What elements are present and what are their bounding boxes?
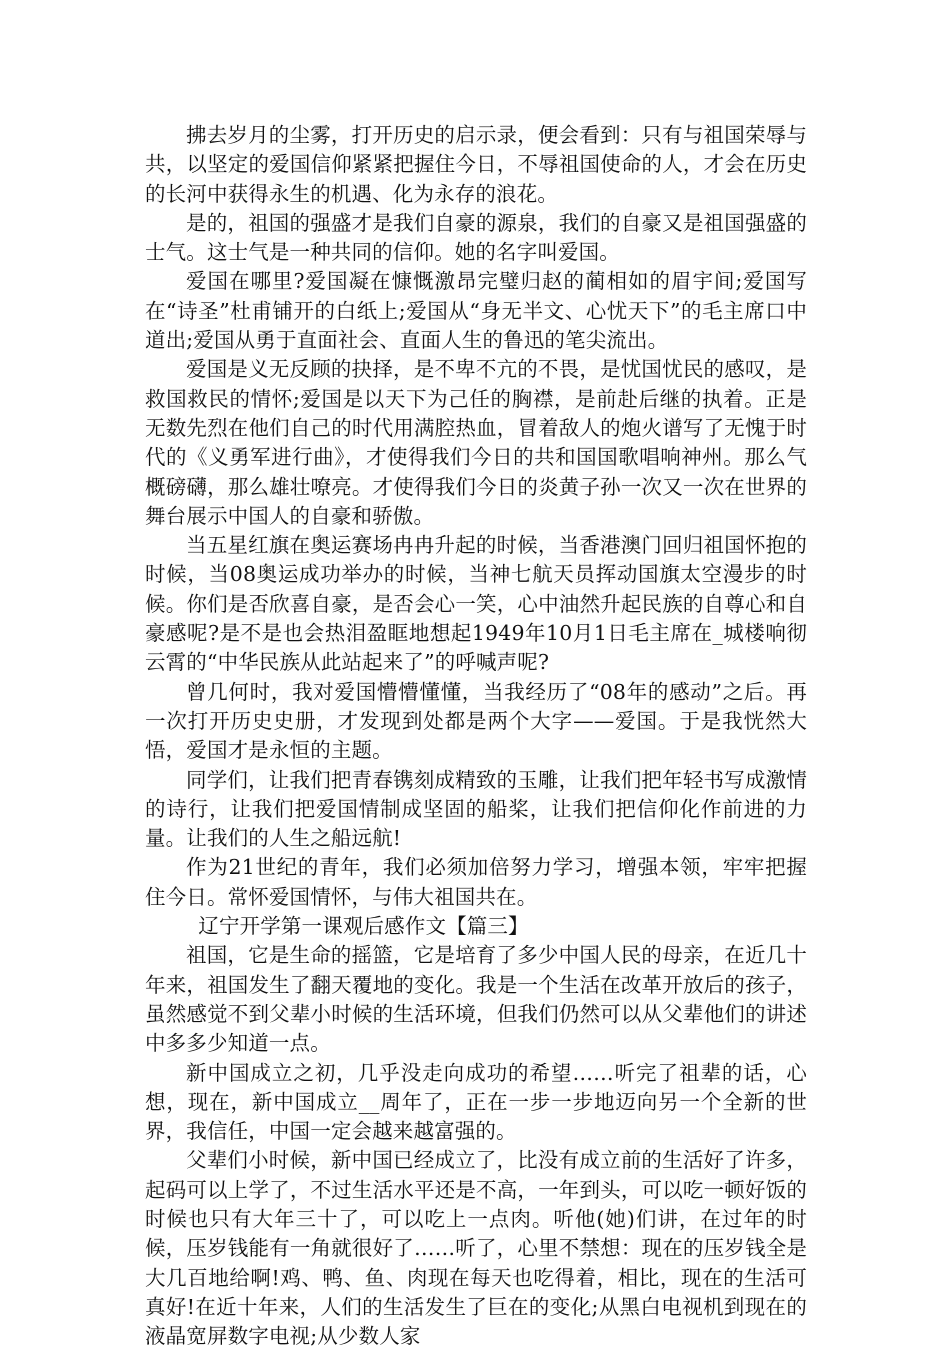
paragraph: 曾几何时，我对爱国懵懵懂懂，当我经历了“08年的感动”之后。再一次打开历史史册，才发现到处都是两个大字——爱国。于是我恍然大悟，爱国才是永恒的主题。 <box>145 679 807 763</box>
paragraph: 拂去岁月的尘雾，打开历史的启示录，便会看到：只有与祖国荣辱与共，以坚定的爱国信仰紧紧把握住今日，不辱祖国使命的人，才会在历史的长河中获得永生的机遇、化为永存的浪花。 <box>145 123 807 206</box>
document-body <box>145 121 807 1351</box>
paragraph: 爱国在哪里?爱国凝在慷慨激昂完璧归赵的蔺相如的眉宇间;爱国写在“诗圣”杜甫铺开的白纸上;爱国从“身无半文、心忧天下”的毛主席口中道出;爱国从勇于直面社会、直面人生的鲁迅的笔尖流出。 <box>145 269 807 353</box>
paragraph: 同学们，让我们把青春镌刻成精致的玉雕，让我们把年轻书写成激情的诗行，让我们把爱国情制成坚固的船桨，让我们把信仰化作前进的力量。让我们的人生之船远航! <box>145 767 807 851</box>
paragraph: 当五星红旗在奥运赛场冉冉升起的时候，当香港澳门回归祖国怀抱的时候，当08奥运成功举办的时候，当神七航天员挥动国旗太空漫步的时候。你们是否欣喜自豪，是否会心一笑，心中油然升起民族的自尊心和自豪感呢?是不是也会热泪盈眶地想起1949年10月1日毛主席在_城楼响彻云霄的“中华民族从此站起来了”的呼喊声呢? <box>145 533 807 675</box>
paragraph: 新中国成立之初，几乎没走向成功的希望……听完了祖辈的话，心想，现在，新中国成立__周年了，正在一步一步地迈向另一个全新的世界，我信任，中国一定会越来越富强的。 <box>145 1060 807 1144</box>
paragraph: 作为21世纪的青年，我们必须加倍努力学习，增强本领，牢牢把握住今日。常怀爱国情怀，与伟大祖国共在。 <box>145 855 807 909</box>
paragraph: 爱国是义无反顾的抉择，是不卑不亢的不畏，是忧国忧民的感叹，是救国救民的情怀;爱国是以天下为己任的胸襟，是前赴后继的执着。正是无数先烈在他们自己的时代用满腔热血，冒着敌人的炮火谱写了无愧于时代的《义勇军进行曲》，才使得我们今日的共和国国歌唱响神州。那么气概磅礴，那么雄壮嘹亮。才使得我们今日的炎黄子孙一次又一次在世界的舞台展示中国人的自豪和骄傲。 <box>145 357 807 528</box>
paragraph: 是的，祖国的强盛才是我们自豪的源泉，我们的自豪又是祖国强盛的士气。这士气是一种共同的信仰。她的名字叫爱国。 <box>145 210 807 265</box>
paragraph: 祖国，它是生命的摇篮，它是培育了多少中国人民的母亲，在近几十年来，祖国发生了翻天覆地的变化。我是一个生活在改革开放后的孩子，虽然感觉不到父辈小时候的生活环境，但我们仍然可以从父辈他们的讲述中多多少知道一点。 <box>145 943 807 1056</box>
section-heading: 辽宁开学第一课观后感作文【篇三】 <box>198 914 529 939</box>
paragraph: 父辈们小时候，新中国已经成立了，比没有成立前的生活好了许多，起码可以上学了，不过生活水平还是不高，一年到头，可以吃一顿好饭的时候也只有大年三十了，可以吃上一点肉。听他(她)们讲，在过年的时候，压岁钱能有一角就很好了……听了，心里不禁想：现在的压岁钱全是大几百地给啊!鸡、鸭、鱼、肉现在每天也吃得着，相比，现在的生活可真好!在近十年来，人们的生活发生了巨在的变化;从黑白电视机到现在的液晶宽屏数字电视;从少数人家 <box>145 1148 807 1349</box>
